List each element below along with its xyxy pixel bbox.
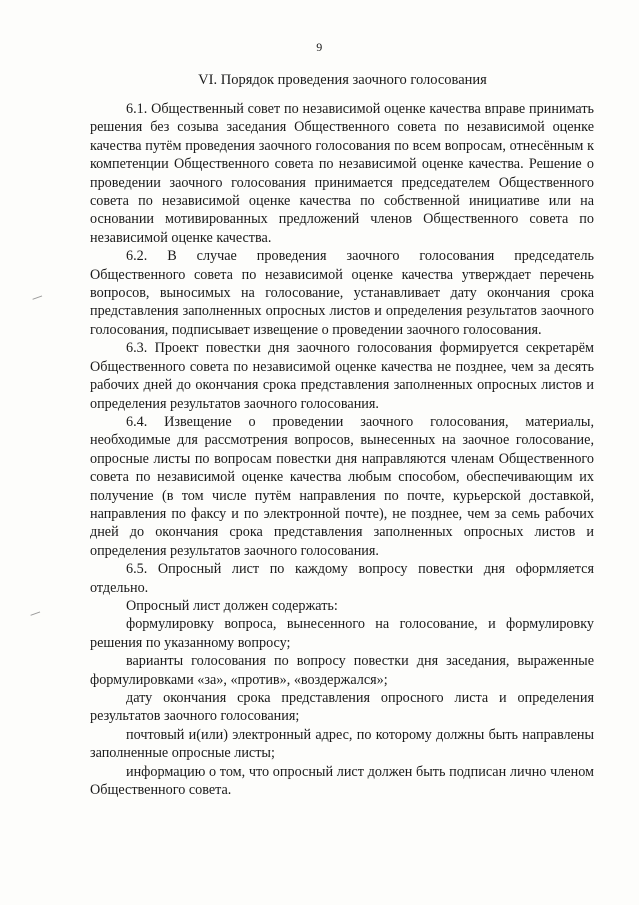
- questionnaire-item: варианты голосования по вопросу повестки дня заседания, выраженные формулировками «за», «против», «воздержался»;: [90, 653, 594, 688]
- page-number: 9: [316, 40, 323, 54]
- scan-speck: [32, 295, 43, 303]
- questionnaire-item: дату окончания срока представления опросного листа и определения результатов заочного голосования;: [90, 690, 594, 725]
- section-title: VI. Порядок проведения заочного голосования: [198, 72, 487, 88]
- questionnaire-item: почтовый и(или) электронный адрес, по которому должны быть направлены заполненные опросные листы;: [90, 726, 594, 762]
- questionnaire-item: формулировку вопроса, вынесенного на голосование, и формулировку решения по указанному вопросу;: [90, 616, 594, 651]
- paragraph-6-2: 6.2. В случае проведения заочного голосования председатель Общественного совета по независимой оценке качества утверждает перечень вопросов, выносимых на голосование, устанавливает дату окончания срока представления заполненных опросных листов и определения результатов заочного голосования, подписывает извещение о проведении заочного голосования.: [90, 248, 594, 338]
- paragraph-6-1: 6.1. Общественный совет по независимой оценке качества вправе принимать решения без созыва заседания Общественного совета по независимой оценке качества путём проведения заочного голосования по всем вопросам, отнесённым к компетенции Общественного совета по независимой оценке качества. Решение о проведении заочного голосования принимается председателем Общественного совета по независимой оценке качества по собственной инициативе или на основании мотивированных предложений членов Общественного совета по независимой оценке качества.: [90, 101, 594, 246]
- scan-speck: [30, 611, 41, 619]
- questionnaire-intro: Опросный лист должен содержать:: [126, 597, 338, 614]
- paragraph-6-5: 6.5. Опросный лист по каждому вопросу повестки дня оформляется отдельно.: [90, 561, 594, 596]
- paragraph-6-4: 6.4. Извещение о проведении заочного голосования, материалы, необходимые для рассмотрения вопросов, вынесенных на заочное голосование, опросные листы по вопросам повестки дня направляются членам Общественного совета по независимой оценке качества любым способом, обеспечивающим их получение (в том числе путём направления по почте, курьерской доставкой, направления по факсу и по электронной почте), не позднее, чем за семь рабочих дней до окончания срока представления заполненных опросных листов и определения результатов заочного голосования.: [90, 413, 594, 559]
- questionnaire-item: информацию о том, что опросный лист должен быть подписан лично членом Общественного совета.: [90, 763, 594, 799]
- document-body: [90, 100, 594, 799]
- paragraph-6-3: 6.3. Проект повестки дня заочного голосования формируется секретарём Общественного совета по независимой оценке качества не позднее, чем за десять рабочих дней до окончания срока представления заполненных опросных листов и определения результатов заочного голосования.: [90, 340, 594, 412]
